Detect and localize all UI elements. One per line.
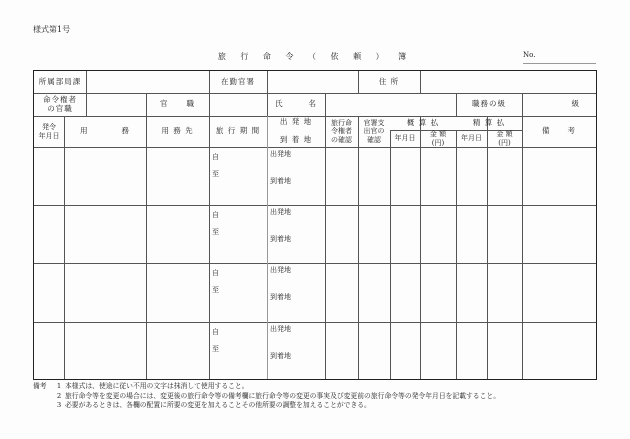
name-label-b: 名 xyxy=(308,99,317,109)
remarks-b: 考 xyxy=(567,126,576,136)
business-a: 用 xyxy=(80,126,89,136)
form-number: 様式第1号 xyxy=(33,25,71,34)
amount-line2: (円) xyxy=(498,138,511,147)
col-divider xyxy=(209,116,210,379)
col-issue-date xyxy=(34,116,64,147)
header-bottom-divider xyxy=(34,147,596,148)
col-divider xyxy=(487,116,488,379)
position-label-a: 官 xyxy=(160,99,169,109)
dept-field[interactable] xyxy=(87,71,209,93)
amount-line1: 金 額 xyxy=(429,130,447,139)
name-label xyxy=(267,93,325,116)
period-from: 自 xyxy=(212,269,219,277)
settle-date: 年月日 xyxy=(461,134,482,143)
depart-place: 出発地 xyxy=(270,150,291,158)
form-title: 旅 行 命 令 （ 依 頼 ） 簿 xyxy=(217,52,413,61)
position-label xyxy=(146,93,209,116)
auth-confirm-3: の確認 xyxy=(331,135,352,144)
col-divider xyxy=(325,116,326,379)
depart-label: 出 発 地 xyxy=(279,117,313,126)
grade-field[interactable] xyxy=(523,93,596,116)
note-number: 2 xyxy=(56,391,62,400)
note-number: 3 xyxy=(56,401,62,409)
advance-amount xyxy=(420,130,456,147)
name-field[interactable] xyxy=(326,93,456,116)
travel-order-table xyxy=(33,70,597,380)
grade-label: 職務の級 xyxy=(472,99,506,109)
position-label-b: 職 xyxy=(186,99,195,109)
number-field-line[interactable] xyxy=(523,63,596,64)
col-payer-confirm xyxy=(358,116,390,147)
col-divider xyxy=(267,116,268,379)
col-divider xyxy=(456,130,457,379)
issue-date-line1: 発令 xyxy=(42,123,56,132)
col-divider xyxy=(64,116,65,379)
depart-place: 出発地 xyxy=(270,325,291,333)
authority-label-line1: 命令権者 xyxy=(43,94,77,104)
col-business xyxy=(64,116,146,147)
col-settle: 精 算 払 xyxy=(472,117,506,127)
dept-label: 所属部局課 xyxy=(38,76,82,86)
col-divider xyxy=(390,130,391,379)
col-advance: 概 算 払 xyxy=(406,117,440,127)
remarks-a: 備 xyxy=(542,126,551,136)
business-b: 務 xyxy=(121,126,130,136)
row-divider xyxy=(34,322,596,323)
authority-position-field[interactable] xyxy=(87,93,146,116)
arrive-place: 到着地 xyxy=(270,177,291,185)
note-text: 本様式は、使途に従い不用の文字は抹消して使用すること。 xyxy=(65,382,249,390)
row-divider xyxy=(34,205,596,206)
note-text: 旅行命令等を変更の場合には、変更後の旅行命令等の備考欄に旅行命令等の変更の事実及び変更前の旅行命令等の発令年月日を記載すること。 xyxy=(65,391,500,400)
period-to: 至 xyxy=(212,345,219,353)
amount-line2: (円) xyxy=(431,138,445,147)
depart-place: 出発地 xyxy=(270,266,291,274)
period-from: 自 xyxy=(212,153,219,161)
col-divider xyxy=(358,116,359,379)
amount-line1: 金 額 xyxy=(496,130,513,139)
col-divider xyxy=(146,116,147,379)
address-label: 住 所 xyxy=(378,76,400,86)
note-item xyxy=(33,401,500,411)
arrive-place: 到着地 xyxy=(270,293,291,301)
note-number: 1 xyxy=(56,382,62,390)
payer-confirm-3: 確認 xyxy=(367,135,381,144)
arrive-place: 到着地 xyxy=(270,352,291,360)
post-field[interactable] xyxy=(268,71,358,93)
period-to: 至 xyxy=(212,286,219,294)
arrive-label: 到 着 地 xyxy=(279,135,313,145)
payer-confirm-1: 官署支 xyxy=(363,118,385,127)
period-to: 至 xyxy=(212,170,219,178)
period-from: 自 xyxy=(212,328,219,336)
col-depart-arrive xyxy=(267,116,325,147)
col-authority-confirm xyxy=(325,116,358,147)
name-label-a: 氏 xyxy=(275,99,284,109)
col-period: 旅 行 期 間 xyxy=(215,126,261,136)
issue-date-line2: 年月日 xyxy=(38,131,60,140)
number-label: No. xyxy=(523,51,536,59)
notes-section xyxy=(33,382,500,411)
arrive-place: 到着地 xyxy=(270,235,291,243)
period-from: 自 xyxy=(212,211,219,219)
note-text: 必要があるときは、各欄の配置に所要の変更を加えることその他所要の調整を加えることができる。 xyxy=(65,401,371,409)
period-to: 至 xyxy=(212,228,219,236)
auth-confirm-2: 令権者 xyxy=(331,127,352,136)
auth-confirm-1: 旅行命 xyxy=(331,118,352,127)
row-divider xyxy=(34,263,596,264)
depart-place: 出発地 xyxy=(270,208,291,216)
authority-label-line2: の官職 xyxy=(47,103,73,113)
col-divider xyxy=(420,116,421,379)
settle-amount xyxy=(487,130,522,147)
position-field[interactable] xyxy=(210,93,267,116)
payer-confirm-2: 出官の xyxy=(363,127,385,136)
authority-position-label xyxy=(34,93,86,116)
note-item xyxy=(33,382,500,392)
grade-unit: 級 xyxy=(571,99,580,109)
col-remarks xyxy=(522,116,596,147)
advance-date: 年月日 xyxy=(394,134,416,143)
col-divider xyxy=(522,116,523,379)
address-field[interactable] xyxy=(421,71,596,93)
post-label: 在勤官署 xyxy=(221,76,255,86)
notes-heading: 備考 xyxy=(33,382,47,390)
note-item xyxy=(33,392,500,402)
col-destination: 用 務 先 xyxy=(161,126,194,136)
